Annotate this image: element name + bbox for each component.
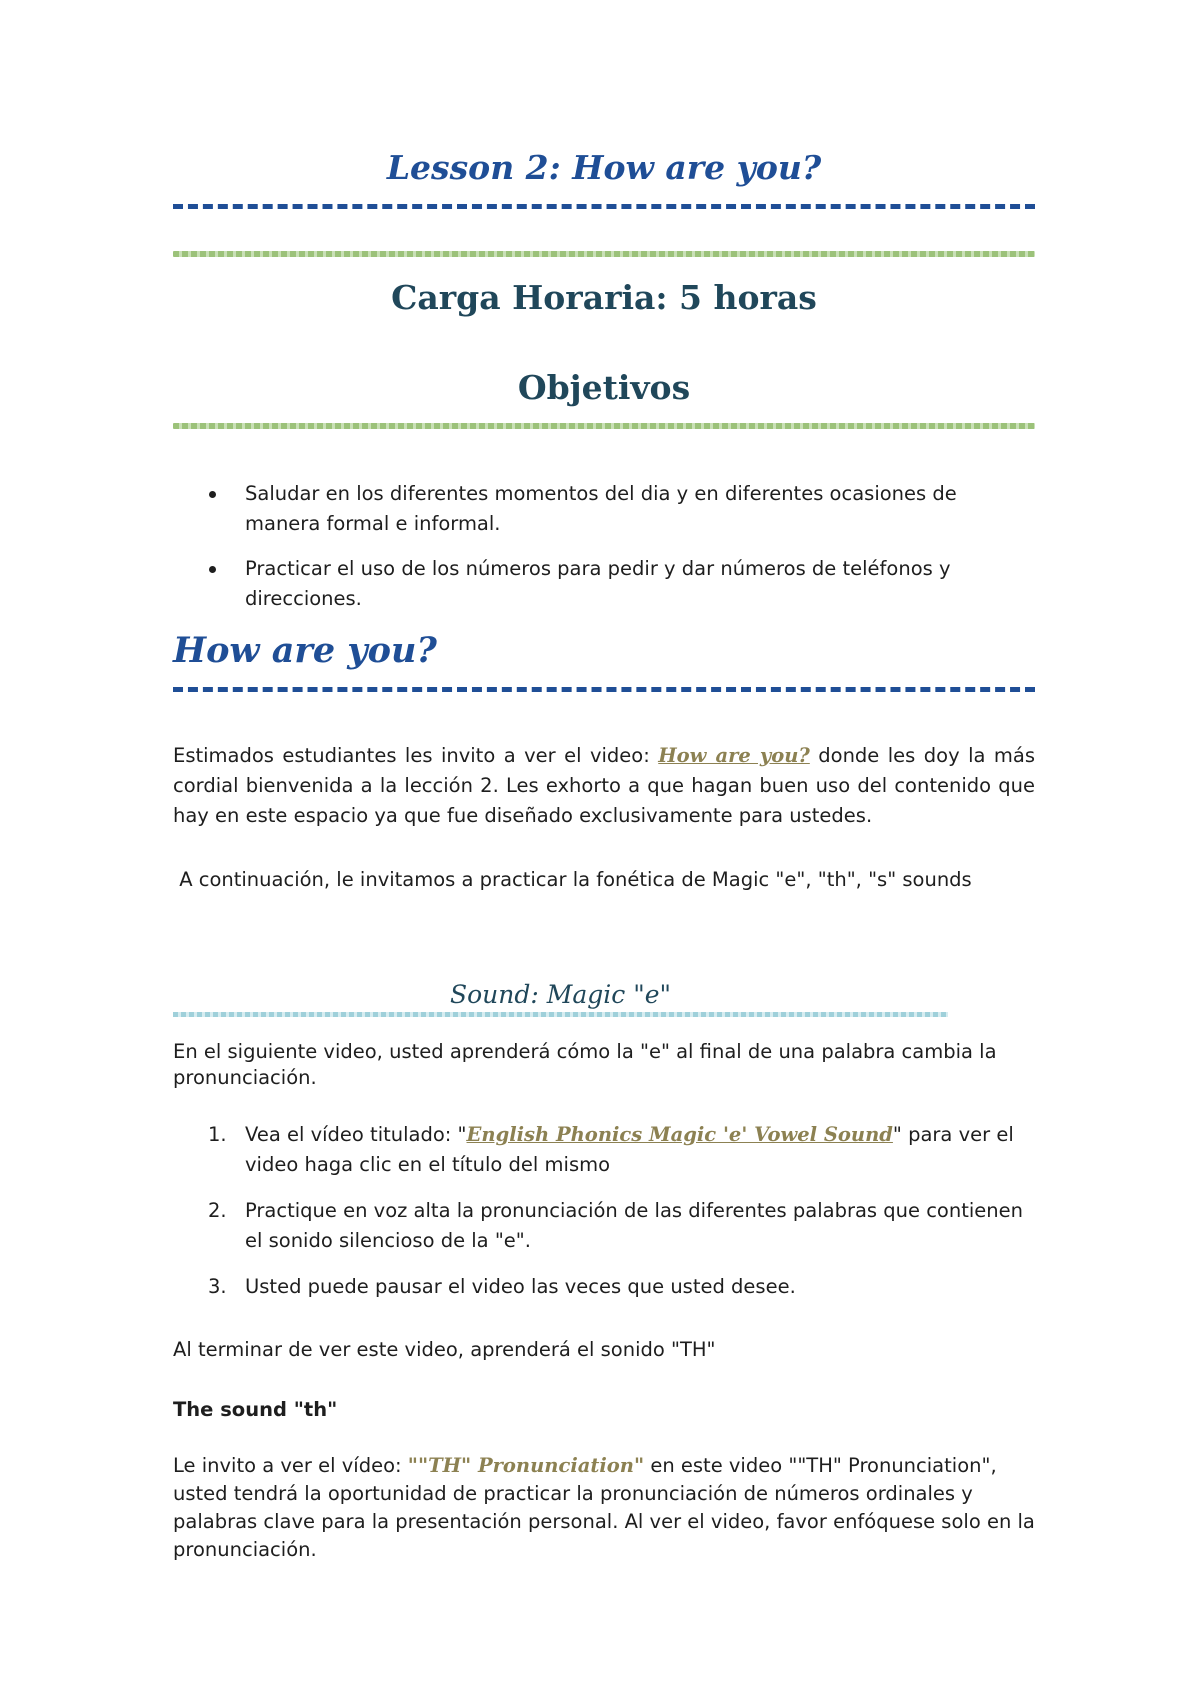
- step-item: [173, 1196, 1035, 1256]
- th-pronunciation-video-link[interactable]: ""TH" Pronunciation": [407, 1454, 645, 1477]
- objective-item: [173, 554, 1035, 614]
- how-are-you-video-link[interactable]: How are you?: [658, 744, 810, 767]
- step-number: 3.: [208, 1275, 227, 1298]
- th-text-start: Le invito a ver el vídeo:: [173, 1454, 408, 1477]
- step-text: Practique en voz alta la pronunciación de las diferentes palabras que contienen el sonido silencioso de la "e".: [245, 1199, 1023, 1252]
- step-item: [173, 1120, 1035, 1180]
- th-paragraph: [173, 1452, 1035, 1564]
- sound-intro-text: En el siguiente video, usted aprenderá cómo la "e" al final de una palabra cambia la pronunciación.: [173, 1040, 997, 1089]
- bullet-icon: [209, 491, 216, 498]
- intro-paragraph: [173, 741, 1035, 831]
- lesson-title: Lesson 2: How are you?: [386, 148, 822, 187]
- objetivos-divider: [173, 423, 1035, 429]
- step-text: Usted puede pausar el video las veces que usted desee.: [245, 1275, 796, 1298]
- step-text-end: " para ver el video haga clic en el título del mismo: [245, 1123, 1014, 1176]
- section-title-underline: [173, 687, 1035, 692]
- objectives-list: [173, 479, 1035, 614]
- magic-e-video-link[interactable]: English Phonics Magic 'e' Vowel Sound: [466, 1123, 893, 1146]
- th-text-end: en este video ""TH" Pronunciation", usted tendrá la oportunidad de practicar la pronunciación de números ordinales y palabras clave para la presentación personal. Al ver el video, favor enfóquese solo en la pronunciación.: [173, 1454, 1035, 1561]
- intro-text-end: donde les doy la más cordial bienvenida a la lección 2. Les exhorto a que hagan buen uso del contenido que hay en este espacio ya que fue diseñado exclusivamente para ustedes.: [173, 744, 1035, 827]
- objective-text: Saludar en los diferentes momentos del dia y en diferentes ocasiones de manera formal e informal.: [245, 482, 957, 535]
- th-heading: The sound "th": [173, 1398, 338, 1421]
- intro-text-start: Estimados estudiantes les invito a ver el video:: [173, 744, 659, 767]
- step-text-start: Vea el vídeo titulado: ": [245, 1123, 467, 1146]
- objective-item: [173, 479, 1035, 539]
- objective-text: Practicar el uso de los números para pedir y dar números de teléfonos y direcciones.: [245, 557, 951, 610]
- step-item: [173, 1272, 1035, 1302]
- step-number: 1.: [208, 1123, 227, 1146]
- step-number: 2.: [208, 1199, 227, 1222]
- objetivos-heading: Objetivos: [517, 368, 691, 407]
- lesson-title-underline: [173, 204, 1035, 209]
- continuation-text: A continuación, le invitamos a practicar la fonética de Magic "e", "th", "s" sounds: [173, 868, 972, 891]
- sound-divider: [173, 1012, 948, 1017]
- sound-magic-e-heading: Sound: Magic "e": [450, 980, 671, 1009]
- steps-list: [173, 1120, 1035, 1302]
- carga-horaria-heading: Carga Horaria: 5 horas: [391, 278, 817, 317]
- bullet-icon: [209, 566, 216, 573]
- section-title: How are you?: [173, 630, 437, 671]
- green-divider: [173, 251, 1035, 257]
- after-video-text: Al terminar de ver este video, aprenderá el sonido "TH": [173, 1338, 716, 1361]
